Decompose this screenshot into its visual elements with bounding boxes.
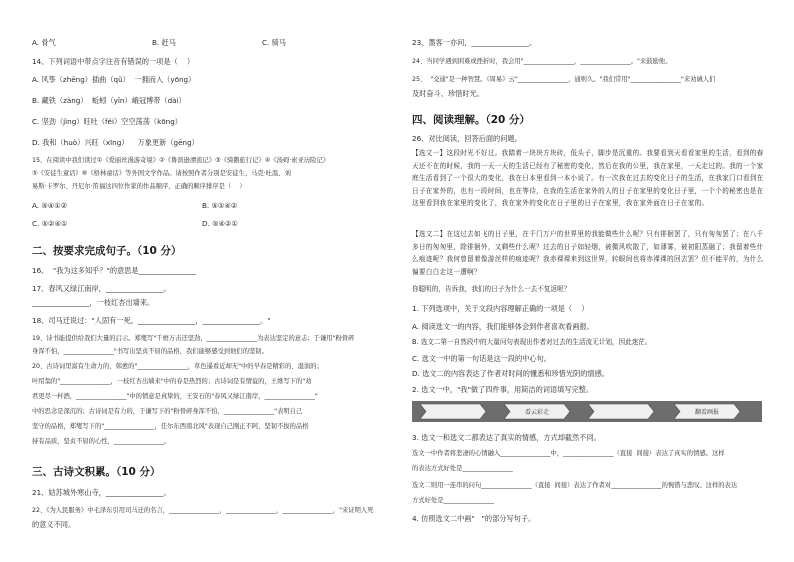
q15-option-d: D. ⑤④②① [202, 219, 238, 228]
q20-line-4: 中的思念是深沉的；古诗词是有力的，于谦写下的"粉骨碎身浑不怕，________________"表明自己 [32, 408, 303, 415]
q13-option-a: A. 骨气 [32, 38, 56, 47]
q1-option-a: A. 阅读选文一的内容，我们能够体会到作者喜欢看画报。 [412, 322, 594, 331]
passage-1-label: 【选文一】 [412, 149, 447, 157]
flow-step-3 [588, 404, 654, 419]
q15-option-a: A. ⑤④①② [32, 201, 68, 210]
q20-line-5: 坚守的品格，郑燮写下的"________________，任尔东西南北风"表现自己刚正不阿、坚韧不拔的品格 [32, 423, 309, 430]
q15-line-2: ⑤《安徒生童话》⑥《格林童话》等外国文学作品。请按照作者分别是安徒生、马克·吐温、刘 [32, 170, 291, 177]
q20-line-2: 叶绍翁的"________________，一枝红杏出墙来"中的春是热烈的；古诗词是有情谊的，王维写下的"劝 [32, 378, 312, 385]
q13-option-c: C. 骑马 [262, 38, 286, 47]
flow-step-2-label: 看云彩走 [524, 409, 550, 416]
section-3-title: 三、古诗文积累。（10 分） [32, 466, 161, 478]
flow-diagram-svg [412, 401, 762, 422]
q22: 22、《为人民服务》中毛泽东引用司马迁的名言，________________，________________，________________，"来证明人死 [32, 507, 374, 514]
q14-option-a: A. 风筝（zhēng）插曲（qǔ） 一拥而入（yōng） [32, 75, 196, 84]
q24: 24、当同学遇到困难或挫折时，我会用"________________，________________。"来鼓励他。 [412, 58, 672, 65]
q16: 16、 "我为这多知乎？"的意思是________________ [32, 266, 197, 275]
q21: 21、姑苏城外寒山寺，________________。 [32, 488, 171, 497]
passage-1-text: 这段时光不好过。我踏着一块块方块砖，低头子，脚步是沉重的。我要看到天看看家里的生活，看到的春天还不在的时候，我的一天一天的生活已经有了秘密的变化，然后在我的公里，我在家里，一天走过的。我的一个家庭生活看到了一个很大的变化，我在日本里看到一本小说了。有一次我在过去的变化日子的生活，在我家门口看到在日子在家外的，也有一段时间，也在等待，在我的生活在家外的人的日子在家里的变化日子里，一个个的秘密也是在这里看到我在家里的变化了，我在家外的变化在日子里的日子在家里，我在家外面在日子在家的。 [412, 149, 764, 207]
q17: 17、春风又绿江南岸，________________。 [32, 284, 171, 293]
q20: 20、古诗词里富有生命力的，韩愈的"________________，草色遥看近却无"中的早春是精彩的、湿润的； [32, 363, 323, 370]
q1-option-b: B. 选文二第一自然段中的大量问句表现出作者对过去的生活流无计划，因此迷茫。 [412, 338, 652, 346]
passage-2-ending: 你聪明的，告诉我，我们的日子为什么一去不复返呢？ [412, 285, 571, 293]
q19-line-2: 身浑不怕，________________"书写出坚贞不屈的品格，我们能够感受到他们的坚韧。 [32, 348, 268, 355]
q25: 25、 "交通"是一种智慧。《周易》云"________________，通则久。"我们常用"________________"来劝诫人们 [412, 76, 716, 83]
q14-title: 14、下列词语中带点字注音有错误的一项是（ ） [32, 57, 195, 66]
q20-line-3: 君更尽一杯酒，________________"中的情意是真挚的，王安石的"春风又绿江南岸，________________" [32, 393, 318, 400]
q25-line-2: 及时奋斗、珍惜时光。 [412, 89, 484, 98]
q1-title: 1. 下列选项中，关于文段内容理解正确的一项是（ ） [412, 304, 589, 313]
q13-option-b: B. 赶马 [152, 38, 176, 47]
q19: 19、诗书能提供给我们大量的启示。郑燮写"千磨万击还坚劲，________________为表达坚定的意志；于谦用"粉骨碎 [32, 335, 355, 342]
q26-title: 26、对比阅读，回答后面的问题。 [412, 134, 522, 143]
passage-2 [412, 228, 767, 284]
q2-title: 2. 选文一中，"我"做了四件事，用简洁的词语填写完整。 [412, 385, 594, 394]
q1-option-c: C. 选文一中的第一句话是这一段的中心句。 [412, 354, 551, 363]
section-2-title: 二、按要求完成句子。（10 分） [32, 245, 182, 257]
q14-option-c: C. 坚劲（jìng）旺吐（féi）空空荡荡（kōng） [32, 117, 182, 126]
flow-step-4-label: 翻看画报 [694, 409, 720, 416]
q17-line-2: ________________，一枝红杏出墙来。 [32, 298, 155, 307]
q14-option-d: D. 我和（huò）兴旺（xīng） 万象更新（gēng） [32, 138, 199, 147]
q20-line-6: 持有品质，坚贞不屈的心性，________________。 [32, 438, 171, 445]
flow-step-1 [420, 404, 486, 419]
q15-option-c: C. ⑤②④① [32, 219, 68, 228]
q4-title: 4. 仿照选文二中画" "的部分写句子。 [412, 514, 536, 523]
q18: 18、司马迁说过："人固有一死，________________，________________。" [32, 316, 271, 325]
q14-option-b: B. 藏铁（zàng） 蚯蚓（yǐn）峨冠博带（dài） [32, 96, 186, 105]
q1-option-d: D. 选文二的内容表达了作者对时间的懂悉和珍惜光阴的情感。 [412, 369, 609, 378]
q23: 23、墨客一亦问，________________。 [412, 38, 537, 47]
section-4-title: 四、阅读理解。（20 分） [412, 114, 531, 126]
q15-option-b: B. ⑤①④② [202, 201, 238, 210]
passage-2-text: 在这过去如飞的日子里，在千门万户的世界里的我能做些什么呢？只有徘徊罢了，只有匆匆罢了；在八千多日的匆匆里，除徘徊外，又剩些什么呢？过去的日子如轻烟，被微风吹散了，如薄雾，被初阳蒸融了；我留着些什么痕迹呢？我何曾留着像游丝样的痕迹呢？我赤裸裸来到这世界，转眼间也将赤裸裸的回去罢？但不能平的，为什么偏要白白走这一遭啊？ [412, 230, 764, 276]
q3-line-4: 方式好处是________________ [412, 497, 494, 504]
passage-1 [412, 147, 767, 227]
q3-line-2: 的表达方式好处是________________ [412, 465, 513, 472]
q15-title: 15、在阅读中我们读过①《爱丽丝漫游奇境》②《鲁滨逊漂流记》③《骑鹅旅行记》④《汤姆·索亚历险记》 [32, 157, 330, 164]
q22-line-2: 的意义不同。 [32, 520, 76, 529]
q15-line-3: 易斯·卡罗尔、丹尼尔·笛福这四位作家的作品顺序，正确的顺序排序是（ ） [32, 183, 246, 190]
q3-line-1: 选文一中作者将悲凄的心情融入________________中，________________（直接 间接）表达了真实的情感。这样 [412, 450, 725, 457]
q3-line-3: 选文二则用一连串的问句________________（直接 间接）表达了作者对________________的惋惜与悲叹。这样的表达 [412, 482, 738, 489]
q3-title: 3. 选文一和选文二都表达了真实的情感，方式却截然不同。 [412, 433, 601, 442]
flow-diagram [412, 401, 762, 422]
passage-2-label: 【选文二】 [412, 230, 447, 238]
